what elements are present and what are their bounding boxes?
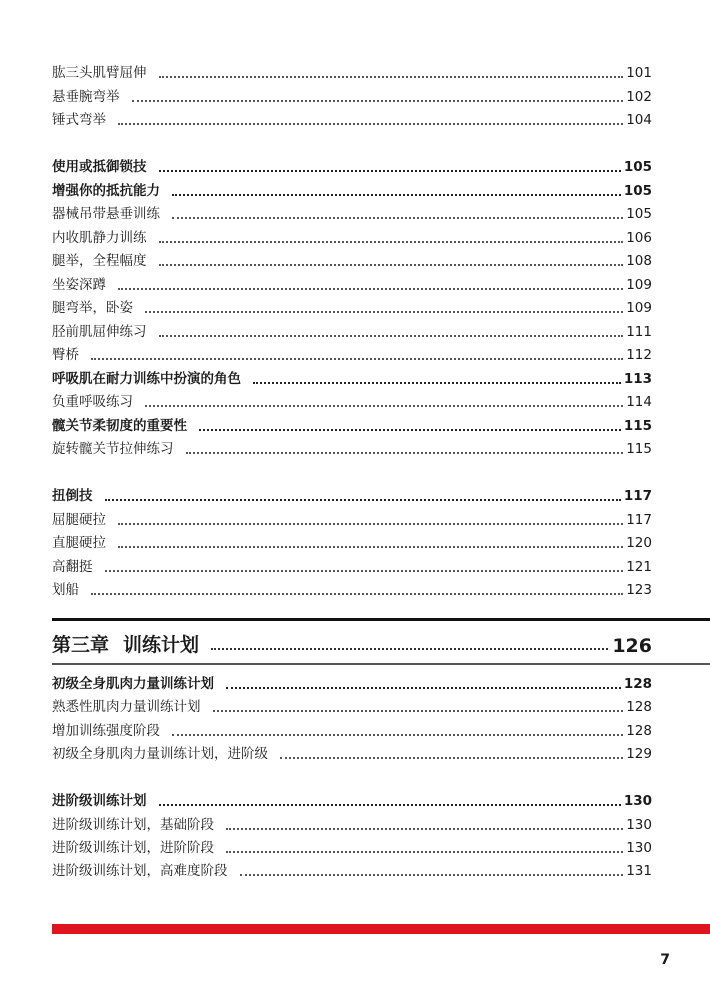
toc-entry[interactable] — [52, 741, 652, 763]
toc-entry-title: 髋关节柔韧度的重要性 — [52, 417, 187, 434]
leader-dots — [186, 452, 624, 454]
toc-entry[interactable] — [52, 60, 652, 82]
toc-entry[interactable] — [52, 554, 652, 576]
toc-entry-page: 131 — [626, 863, 652, 880]
toc-entry-title: 腿举，全程幅度 — [52, 253, 147, 269]
toc-entry-title: 臀桥 — [52, 347, 79, 363]
toc-section-entry[interactable] — [52, 366, 652, 388]
toc-entry-page: 109 — [626, 300, 652, 316]
toc-entry-page: 112 — [626, 347, 652, 363]
leader-dots — [280, 757, 623, 759]
toc-entry[interactable] — [52, 812, 652, 834]
toc-entry-page: 105 — [626, 206, 652, 222]
leader-dots — [91, 358, 623, 360]
toc-entry-title: 屈腿硬拉 — [52, 511, 106, 528]
toc-entry-page: 102 — [626, 88, 652, 105]
toc-section-entry[interactable] — [52, 413, 652, 435]
toc-entry[interactable] — [52, 507, 652, 529]
toc-entry[interactable] — [52, 84, 652, 106]
toc-entry-page: 115 — [623, 417, 652, 434]
toc-entry-page: 104 — [626, 112, 652, 128]
toc-entry-title: 扭倒技 — [52, 488, 93, 504]
toc-section-entry[interactable] — [52, 154, 652, 176]
leader-dots — [172, 194, 621, 196]
leader-dots — [172, 217, 623, 219]
toc-entry[interactable] — [52, 225, 652, 247]
toc-entry-title: 锤式弯举 — [52, 112, 106, 128]
toc-entry-title: 进阶级训练计划，高难度阶段 — [52, 863, 228, 880]
chapter-title: 训练计划 — [123, 634, 200, 656]
toc-entry-title: 胫前肌屈伸练习 — [52, 323, 147, 340]
toc-entry[interactable] — [52, 694, 652, 716]
toc-entry[interactable] — [52, 436, 652, 458]
toc-entry-page: 105 — [623, 159, 652, 175]
leader-dots — [118, 123, 623, 125]
leader-dots — [199, 429, 621, 431]
toc-entry-page: 123 — [626, 582, 652, 598]
toc-entry[interactable] — [52, 835, 652, 857]
toc-entry-page: 117 — [623, 488, 652, 504]
leader-dots — [105, 499, 621, 501]
toc-entry-page: 120 — [626, 535, 652, 551]
leader-dots — [159, 335, 624, 337]
chapter-number: 第三章 — [52, 634, 110, 656]
toc-entry-title: 腿弯举，卧姿 — [52, 300, 133, 316]
toc-entry-page: 105 — [623, 182, 652, 199]
toc-entry-page: 106 — [626, 229, 652, 246]
leader-dots — [132, 100, 624, 102]
leader-dots — [240, 874, 624, 876]
toc-entry[interactable] — [52, 319, 652, 341]
leader-dots — [91, 593, 623, 595]
toc-entry-page: 130 — [626, 839, 652, 856]
toc-entry[interactable] — [52, 295, 652, 317]
toc-entry-page: 121 — [626, 558, 652, 575]
toc-entry-page: 115 — [626, 441, 652, 457]
chapter-page-number: 126 — [612, 635, 652, 657]
toc-entry-page: 108 — [626, 253, 652, 269]
toc-entry-page: 130 — [626, 816, 652, 833]
leader-dots — [159, 241, 624, 243]
leader-dots — [118, 288, 623, 290]
chapter-heading[interactable] — [52, 618, 710, 665]
toc-entry-title: 直腿硬拉 — [52, 535, 106, 551]
leader-dots — [105, 570, 624, 572]
toc-entry-page: 128 — [626, 722, 652, 739]
leader-dots — [159, 76, 624, 78]
leader-dots — [172, 734, 623, 736]
toc-entry-title: 器械吊带悬垂训练 — [52, 206, 160, 222]
toc-entry[interactable] — [52, 201, 652, 223]
toc-entry[interactable] — [52, 577, 652, 599]
toc-entry-title: 增加训练强度阶段 — [52, 722, 160, 739]
footer-red-bar — [52, 924, 710, 934]
toc-entry-title: 使用或抵御锁技 — [52, 159, 147, 175]
leader-dots — [226, 687, 621, 689]
toc-entry-title: 增强你的抵抗能力 — [52, 182, 160, 199]
toc-entry-title: 进阶级训练计划，基础阶段 — [52, 816, 214, 833]
toc-entry-page: 129 — [626, 745, 652, 762]
toc-entry-title: 划船 — [52, 582, 79, 598]
toc-entry[interactable] — [52, 107, 652, 129]
toc-section-entry[interactable] — [52, 483, 652, 505]
leader-dots — [159, 170, 621, 172]
toc-entry-page: 128 — [626, 699, 652, 716]
toc-entry-title: 呼吸肌在耐力训练中扮演的角色 — [52, 370, 241, 387]
leader-dots — [145, 405, 623, 407]
toc-entry-title: 内收肌静力训练 — [52, 229, 147, 246]
toc-entry-page: 101 — [626, 65, 652, 81]
toc-entry-title: 高翻挺 — [52, 558, 93, 575]
toc-entry-title: 进阶级训练计划 — [52, 793, 147, 810]
toc-section-entry[interactable] — [52, 178, 652, 200]
toc-entry-title: 进阶级训练计划，进阶阶段 — [52, 839, 214, 856]
toc-section-entry[interactable] — [52, 671, 652, 693]
leader-dots — [145, 311, 623, 313]
leader-dots — [159, 804, 621, 806]
toc-entry-page: 128 — [623, 676, 652, 692]
toc-entry-page: 113 — [623, 370, 652, 387]
leader-dots — [226, 828, 623, 830]
toc-entry-page: 117 — [626, 511, 652, 528]
leader-dots — [159, 264, 624, 266]
leader-dots — [118, 546, 623, 548]
toc-entry[interactable] — [52, 530, 652, 552]
leader-dots — [211, 648, 608, 650]
toc-entry-page: 111 — [626, 323, 652, 340]
toc-entry-title: 初级全身肌肉力量训练计划 — [52, 676, 214, 692]
page-number: 7 — [660, 952, 670, 968]
toc-section-entry[interactable] — [52, 788, 652, 810]
toc-entry[interactable] — [52, 858, 652, 880]
toc-entry-page: 109 — [626, 276, 652, 293]
toc-entry-title: 悬垂腕弯举 — [52, 88, 120, 105]
toc-entry[interactable] — [52, 342, 652, 364]
toc-entry[interactable] — [52, 272, 652, 294]
leader-dots — [213, 710, 624, 712]
toc-entry-page: 114 — [626, 394, 652, 410]
toc-entry-title: 坐姿深蹲 — [52, 276, 106, 293]
toc-entry-page: 130 — [623, 793, 652, 810]
toc-entry-title: 熟悉性肌肉力量训练计划 — [52, 699, 201, 716]
leader-dots — [118, 523, 623, 525]
toc-entry[interactable] — [52, 248, 652, 270]
toc-entry-title: 旋转髋关节拉伸练习 — [52, 441, 174, 457]
toc-entry[interactable] — [52, 718, 652, 740]
leader-dots — [226, 851, 623, 853]
leader-dots — [253, 382, 621, 384]
toc-entry-title: 肱三头肌臂屈伸 — [52, 65, 147, 81]
toc-entry-title: 初级全身肌肉力量训练计划，进阶级 — [52, 745, 268, 762]
toc-entry-title: 负重呼吸练习 — [52, 394, 133, 410]
toc-entry[interactable] — [52, 389, 652, 411]
